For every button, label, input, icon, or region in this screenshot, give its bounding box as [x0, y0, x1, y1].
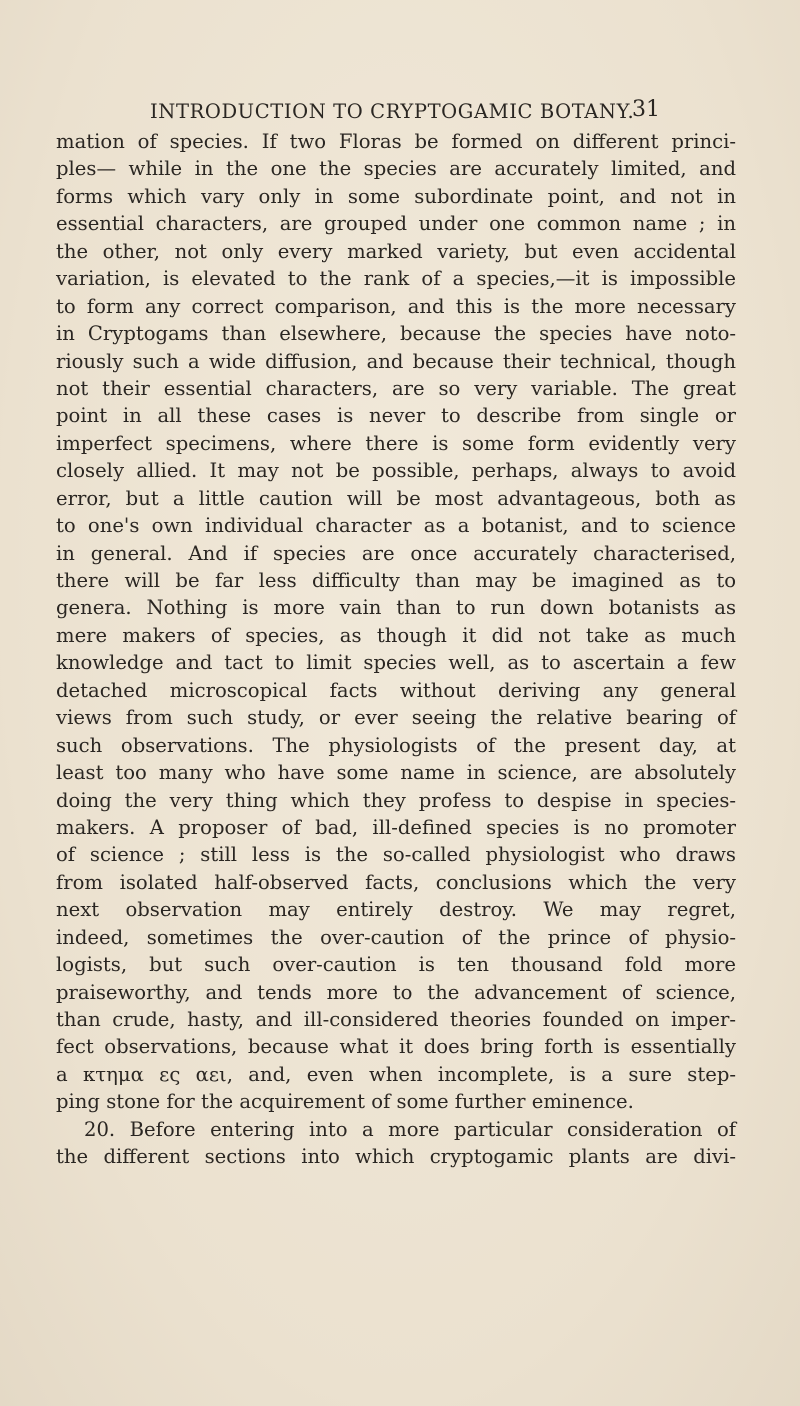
text-line: ples— while in the one the species are accurately limited, and	[56, 157, 736, 181]
text-line: in general. And if species are once accurately characterised,	[56, 541, 736, 565]
text-line: detached microscopical facts without deriving any general	[56, 678, 736, 702]
text-line: indeed, sometimes the over-caution of the prince of physio-	[56, 925, 736, 949]
text-line: least too many who have some name in science, are absolutely	[56, 761, 736, 785]
text-line: the different sections into which cryptogamic plants are divi-	[56, 1145, 736, 1169]
text-line: mere makers of species, as though it did not take as much	[56, 623, 736, 647]
text-line: imperfect specimens, where there is some form evidently very	[56, 431, 736, 455]
text-line: of science ; still less is the so-called physiologist who draws	[56, 843, 736, 867]
text-line: variation, is elevated to the rank of a species,—it is impossible	[56, 267, 736, 291]
running-header: INTRODUCTION TO CRYPTOGAMIC BOTANY.	[150, 100, 635, 123]
text-line: genera. Nothing is more vain than to run down botanists as	[56, 596, 736, 620]
text-line: not their essential characters, are so very variable. The great	[56, 376, 736, 400]
text-line: error, but a little caution will be most advantageous, both as	[56, 486, 736, 510]
text-line: views from such study, or ever seeing the relative bearing of	[56, 706, 736, 730]
page-number: 31	[632, 97, 660, 122]
text-line: fect observations, because what it does bring forth is essentially	[56, 1035, 736, 1059]
text-line: such observations. The physiologists of the present day, at	[56, 733, 736, 757]
text-line: in Cryptogams than elsewhere, because the species have noto-	[56, 322, 736, 346]
text-line: the other, not only every marked variety, but even accidental	[56, 239, 736, 263]
text-line: a κτημα ες αει, and, even when incomplete, is a sure step-	[56, 1062, 736, 1086]
text-line: from isolated half-observed facts, conclusions which the very	[56, 870, 736, 894]
section-20-start: 20. Before entering into a more particular consideration of	[84, 1117, 736, 1141]
text-line: makers. A proposer of bad, ill-defined species is no promoter	[56, 815, 736, 839]
text-line: essential characters, are grouped under one common name ; in	[56, 212, 736, 236]
text-line: forms which vary only in some subordinate point, and not in	[56, 184, 736, 208]
text-line: to one's own individual character as a botanist, and to science	[56, 514, 736, 538]
text-line: doing the very thing which they profess to despise in species-	[56, 788, 736, 812]
text-line: closely allied. It may not be possible, perhaps, always to avoid	[56, 459, 736, 483]
text-line: logists, but such over-caution is ten thousand fold more	[56, 953, 736, 977]
text-line: ping stone for the acquirement of some further eminence.	[56, 1090, 634, 1114]
body-text	[56, 128, 736, 1171]
text-line: knowledge and tact to limit species well, as to ascertain a few	[56, 651, 736, 675]
text-line: there will be far less difficulty than may be imagined as to	[56, 569, 736, 592]
text-line: point in all these cases is never to describe from single or	[56, 404, 736, 428]
text-line: next observation may entirely destroy. We may regret,	[56, 898, 736, 922]
text-line: to form any correct comparison, and this is the more necessary	[56, 294, 736, 318]
text-line: riously such a wide diffusion, and because their technical, though	[56, 349, 736, 373]
text-line: praiseworthy, and tends more to the advancement of science,	[56, 980, 736, 1004]
text-line: mation of species. If two Floras be formed on different princi-	[56, 130, 736, 153]
text-line: than crude, hasty, and ill-considered theories founded on imper-	[56, 1008, 736, 1031]
